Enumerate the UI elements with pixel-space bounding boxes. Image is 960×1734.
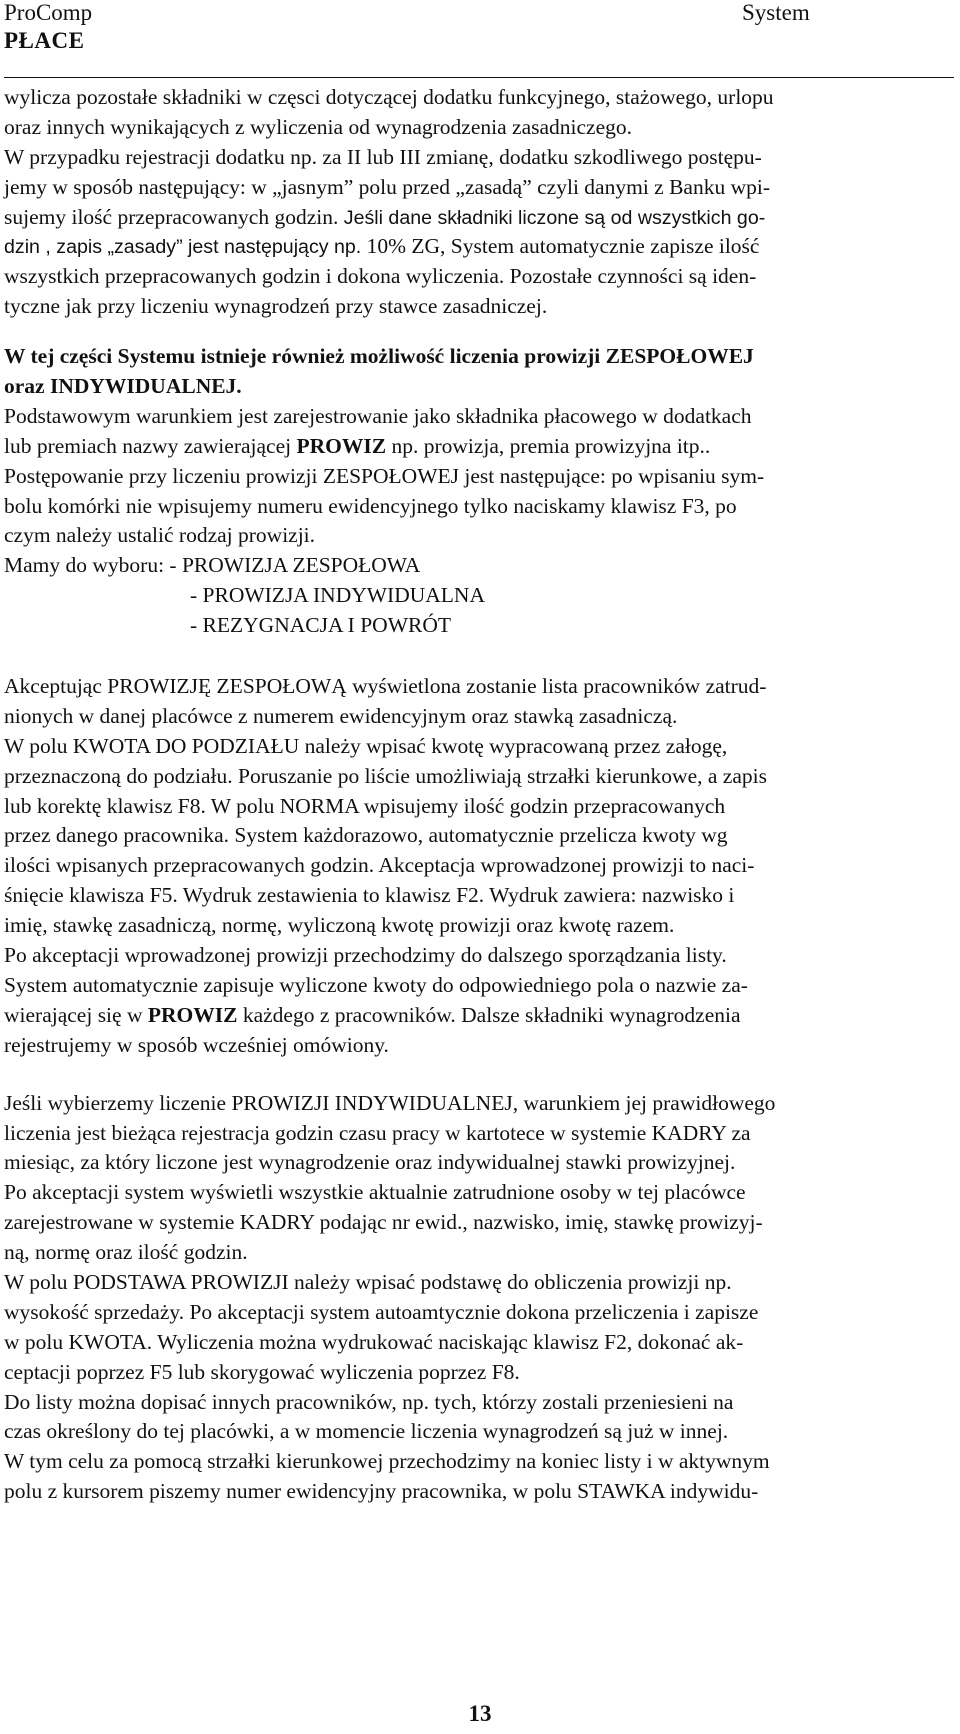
text-run: nionych w danej placówce z numerem ewidencyjnym oraz stawką zasadniczą.: [4, 703, 678, 728]
text-line: [4, 262, 954, 292]
text-run: W polu KWOTA DO PODZIAŁU należy wpisać kwotę wypracowaną przez załogę,: [4, 733, 728, 758]
text-line: [4, 521, 954, 551]
text-run: Jeśli wybierzemy liczenie PROWIZJI INDYWIDUALNEJ, warunkiem jej prawidłowego: [4, 1090, 776, 1115]
text-line: [4, 672, 954, 702]
text-line: [4, 113, 954, 143]
text-run: W tym celu za pomocą strzałki kierunkowej przechodzimy na koniec listy i w aktywnym: [4, 1449, 770, 1474]
text-run: lub korektę klawisz F8. W polu NORMA wpisujemy ilość godzin przepracowanych: [4, 793, 726, 818]
text-line: [4, 551, 954, 581]
text-line: [4, 1328, 954, 1358]
text-run: polu z kursorem piszemy numer ewidencyjny pracownika, w polu STAWKA indywidu-: [4, 1479, 759, 1504]
text-line: [4, 1358, 954, 1388]
text-line: [4, 732, 954, 762]
text-line: [4, 203, 954, 233]
text-run: sujemy ilość przepracowanych godzin.: [4, 204, 339, 229]
paragraph-gap: [4, 1061, 954, 1089]
text-line: [4, 83, 954, 113]
text-run: w polu KWOTA. Wyliczenia można wydrukować naciskając klawisz F2, dokonać ak-: [4, 1329, 744, 1354]
text-run: Postępowanie przy liczeniu prowizji ZESPOŁOWEJ jest następujące: po wpisaniu sym-: [4, 463, 765, 488]
text-run: Mamy do wyboru: - PROWIZJA ZESPOŁOWA: [4, 553, 421, 578]
text-line: [4, 143, 954, 173]
text-run: Jeśli dane składniki liczone są od wszystkich go-: [338, 206, 766, 229]
document-body: [4, 83, 954, 1507]
text-line: [4, 1031, 954, 1061]
text-line: [4, 173, 954, 203]
text-run: śnięcie klawisza F5. Wydruk zestawienia to klawisz F2. Wydruk zawiera: nazwisko i: [4, 883, 735, 908]
header-divider: [4, 77, 954, 78]
text-run: ceptacji poprzez F5 lub skorygować wyliczenia poprzez F8.: [4, 1359, 520, 1384]
text-run: tyczne jak przy liczeniu wynagrodzeń przy stawce zasadniczej.: [4, 294, 548, 319]
text-run: PROWIZ: [147, 1002, 238, 1027]
paragraph-gap: [4, 641, 954, 672]
text-line: [4, 611, 954, 641]
text-run: przeznaczoną do podziału. Poruszanie po liście umożliwiają strzałki kierunkowe, a zapis: [4, 763, 767, 788]
text-run: PROWIZ: [296, 433, 387, 458]
text-run: oraz INDYWIDUALNEJ.: [4, 374, 242, 399]
header-subtitle: PŁACE: [4, 28, 85, 53]
text-line: [4, 432, 954, 462]
text-line: [4, 342, 954, 372]
text-run: 10% ZG, System automatycznie zapisze ilość: [361, 234, 760, 259]
text-line: [4, 462, 954, 492]
text-run: wszystkich przepracowanych godzin i dokona wyliczenia.: [4, 264, 505, 289]
text-line: [4, 1148, 954, 1178]
text-run: czas określony do tej placówki, a w momencie liczenia wynagrodzeń są już w innej.: [4, 1419, 729, 1444]
text-run: Po akceptacji system wyświetli wszystkie aktualnie zatrudnione osoby w tej placówce: [4, 1180, 746, 1205]
text-run: - REZYGNACJA I POWRÓT: [190, 613, 451, 638]
text-line: [4, 702, 954, 732]
text-run: czym należy ustalić rodzaj prowizji.: [4, 523, 316, 548]
text-run: oraz innych wynikających z wyliczenia od wynagrodzenia zasadniczego.: [4, 114, 632, 139]
text-run: każdego z pracowników. Dalsze składniki wynagrodzenia: [237, 1002, 741, 1027]
text-run: miesiąc, za który liczone jest wynagrodzenie oraz indywidualnej stawki prowizyjnej.: [4, 1150, 736, 1175]
text-run: Pozostałe czynności są iden-: [504, 264, 757, 289]
text-line: [4, 1268, 954, 1298]
text-run: W polu PODSTAWA PROWIZJI należy wpisać podstawę do obliczenia prowizji np.: [4, 1269, 732, 1294]
text-run: lub premiach nazwy zawierającej: [4, 433, 297, 458]
text-run: jemy w sposób następujący: w „jasnym” polu przed „zasadą” czyli danymi z Banku wpi-: [4, 174, 771, 199]
text-run: wylicza pozostałe składniki w częsci dotyczącej dodatku funkcyjnego, stażowego, urlopu: [4, 85, 774, 109]
text-line: [4, 292, 954, 322]
text-run: zarejestrowane w systemie KADRY podając nr ewid., nazwisko, imię, stawkę prowizyj-: [4, 1210, 763, 1235]
text-run: dzin , zapis „zasady” jest następujący np.: [4, 236, 362, 259]
text-run: Akceptując PROWIZJĘ ZESPOŁOWĄ wyświetlona zostanie lista pracowników zatrud-: [4, 674, 767, 699]
text-line: [4, 402, 954, 432]
text-line: [4, 851, 954, 881]
text-run: imię, stawkę zasadniczą, normę, wyliczoną kwotę prowizji oraz kwotę razem.: [4, 913, 675, 938]
text-run: ilości wpisanych przepracowanych godzin. Akceptacja wprowadzonej prowizji to naci-: [4, 853, 755, 878]
text-line: [4, 1298, 954, 1328]
text-line: [4, 492, 954, 522]
text-run: Do listy można dopisać innych pracowników, np. tych, którzy zostali przeniesieni na: [4, 1389, 734, 1414]
text-line: [4, 792, 954, 822]
text-line: [4, 971, 954, 1001]
text-run: Po akceptacji wprowadzonej prowizji przechodzimy do dalszego sporządzania listy.: [4, 943, 727, 968]
text-line: [4, 911, 954, 941]
text-run: rejestrujemy w sposób wcześniej omówiony.: [4, 1032, 389, 1057]
text-run: ną, normę oraz ilość godzin.: [4, 1240, 248, 1265]
text-run: np. prowizja, premia prowizyjna itp..: [386, 433, 711, 458]
text-run: bolu komórki nie wpisujemy numeru ewidencyjnego tylko naciskamy klawisz F3, po: [4, 493, 737, 518]
page-number: 13: [468, 1701, 492, 1726]
text-line: [4, 372, 954, 402]
header-left-title: ProComp: [4, 0, 93, 25]
text-line: [4, 881, 954, 911]
text-run: liczenia jest bieżąca rejestracja godzin czasu pracy w kartotece w systemie KADRY za: [4, 1120, 751, 1145]
text-run: wysokość sprzedaży. Po akceptacji system autoamtycznie dokona przeliczenia i zapisze: [4, 1299, 759, 1324]
text-line: [4, 762, 954, 792]
text-line: [4, 581, 954, 611]
text-run: wierającej się w: [4, 1002, 148, 1027]
text-run: W tej części Systemu istnieje również możliwość liczenia prowizji ZESPOŁOWEJ: [4, 344, 754, 369]
text-line: [4, 1208, 954, 1238]
text-line: [4, 1447, 954, 1477]
text-line: [4, 1119, 954, 1149]
text-run: W przypadku rejestracji dodatku np.: [4, 144, 318, 169]
text-run: Podstawowym warunkiem jest zarejestrowanie jako składnika płacowego w dodatkach: [4, 403, 752, 428]
header-right-title: System: [742, 0, 810, 25]
text-line: [4, 1477, 954, 1507]
text-line: [4, 1388, 954, 1418]
text-line: [4, 821, 954, 851]
paragraph-gap: [4, 322, 954, 342]
text-run: przez danego pracownika. System każdorazowo, automatycznie przelicza kwoty wg: [4, 823, 728, 848]
text-line: [4, 1238, 954, 1268]
text-run: System automatycznie zapisuje wyliczone kwoty do odpowiedniego pola o nazwie za-: [4, 972, 748, 997]
text-run: - PROWIZJA INDYWIDUALNA: [190, 583, 485, 608]
text-line: [4, 1001, 954, 1031]
text-line: [4, 1417, 954, 1447]
text-line: [4, 232, 954, 262]
text-line: [4, 1178, 954, 1208]
text-run: za II lub III zmianę, dodatku szkodliwego postępu-: [317, 144, 762, 169]
text-line: [4, 1089, 954, 1119]
text-line: [4, 941, 954, 971]
